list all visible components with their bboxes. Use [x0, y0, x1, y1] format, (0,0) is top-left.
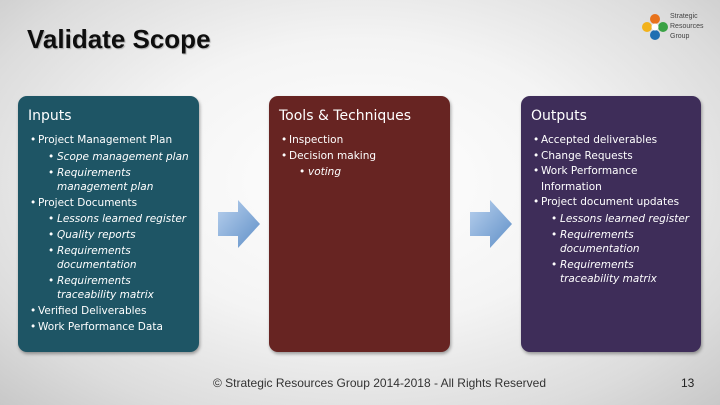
right-arrow-icon — [470, 200, 512, 248]
sub-list-item: • Requirements management plan — [48, 166, 193, 194]
inputs-title: Inputs — [28, 108, 72, 124]
inputs-list — [30, 133, 193, 335]
list-item: • Accepted deliverables — [533, 133, 695, 149]
sub-list-item: • Requirements documentation — [48, 244, 193, 272]
tools-list — [281, 133, 444, 181]
copyright-footer: © Strategic Resources Group 2014-2018 - All Rights Reserved — [213, 376, 547, 390]
inputs-panel — [18, 96, 199, 352]
sub-list-item: • Requirements traceability matrix — [48, 274, 193, 302]
sub-list-item: • Lessons learned register — [48, 212, 193, 226]
logo-line-3: Group — [670, 33, 690, 40]
list-item: • Project Management Plan • Scope management plan • Requirements management plan — [30, 133, 193, 194]
sub-list-item: • Quality reports — [48, 228, 193, 242]
slide-title: Validate Scope — [27, 24, 211, 54]
list-item: • Inspection — [281, 133, 444, 149]
sub-list-item: • Requirements traceability matrix — [551, 258, 695, 286]
sub-list-item: • Lessons learned register — [551, 212, 695, 226]
list-item: • Change Requests — [533, 149, 695, 165]
list-item: • Work Performance Data — [30, 320, 193, 336]
list-item: • Decision making • voting — [281, 149, 444, 180]
logo-line-1: Strategic — [670, 13, 698, 20]
outputs-list — [533, 133, 695, 288]
page-number: 13 — [681, 376, 695, 390]
outputs-title: Outputs — [531, 108, 587, 124]
list-item: • Project Documents • Lessons learned register • Quality reports • Requirements documentation • Requirements traceability matrix — [30, 196, 193, 303]
logo-line-2: Resources — [670, 23, 704, 30]
list-item: • Work Performance Information — [533, 164, 695, 195]
sub-list-item: • Scope management plan — [48, 150, 193, 164]
tools-title: Tools & Techniques — [279, 108, 412, 124]
list-item: • Verified Deliverables — [30, 304, 193, 320]
sub-list-item: • voting — [299, 165, 444, 179]
sub-list-item: • Requirements documentation — [551, 228, 695, 256]
right-arrow-icon — [218, 200, 260, 248]
outputs-panel — [521, 96, 701, 352]
tools-panel — [269, 96, 450, 352]
company-logo — [640, 10, 715, 46]
logo-wordmark — [670, 12, 703, 42]
list-item: • Project document updates • Lessons learned register • Requirements documentation • Requirements traceability matrix — [533, 195, 695, 286]
logo-emblem-icon — [640, 12, 670, 42]
